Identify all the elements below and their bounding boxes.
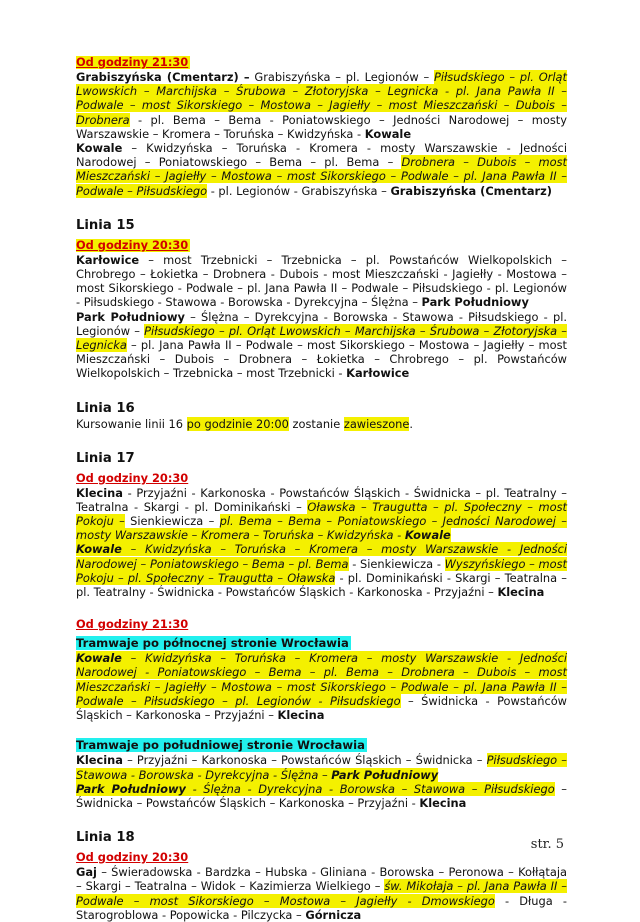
terminal-stop: Klecina [419, 795, 467, 810]
line-heading: Linia 15 [76, 217, 135, 233]
highlighted-segment: Oławska – Traugutta – pl. Społeczny – most Pokoju – [76, 499, 567, 529]
sub-block [76, 632, 567, 651]
highlighted-segment: zostanie [288, 416, 344, 431]
time-block [76, 234, 567, 253]
time-block [76, 846, 567, 865]
route-paragraph [76, 651, 567, 722]
line-block [76, 826, 567, 846]
route-paragraph [76, 486, 567, 543]
highlighted-segment: Kowale [76, 651, 122, 666]
route-paragraph [76, 782, 567, 810]
section-subheading: Tramwaje po północnej stronie Wrocławia [76, 636, 349, 651]
highlighted-segment: św. Mikołaja – pl. Jana Pawła II – Podwale – most Sikorskiego – Mostowa – Jagiełły - Dmowskiego [76, 879, 567, 908]
highlighted-segment: – Kwidzyńska – Toruńska – Kromera – mosty Warszawskie - Jedności Narodowej - Poniatowskiego – Bema – pl. Bema – Drobnera – Dubois – most Mieszczański – Jagiełły – Mostowa – most Sikorskiego – Podwale – pl. Jana Pawła II – Podwale – Piłsudskiego – pl. Legionów - Piłsudskiego [76, 651, 567, 708]
line-heading: Linia 16 [76, 400, 135, 416]
terminal-stop: Górnicza [305, 907, 362, 922]
highlighted-segment: - Ślężna - Dyrekcyjna - Borowska – Stawowa – Piłsudskiego [185, 781, 555, 796]
route-segment: – Świdnicka - Powstańców Śląskich – Karkonoska – Przyjaźni – [76, 693, 567, 723]
highlighted-segment: – Kwidzyńska – Toruńska – Kromera – mosty Warszawskie - Jedności Narodowej – Poniatowskiego – Bema – pl. Bema [76, 542, 567, 571]
time-heading: Od godziny 20:30 [76, 850, 189, 865]
time-block [76, 51, 567, 70]
highlighted-segment: Wyszyńskiego – most Pokoju – pl. Społeczny – Traugutta – Oławska [76, 556, 567, 585]
terminal-stop: Klecina [76, 485, 123, 500]
time-heading: Od godziny 21:30 [76, 55, 189, 69]
route-paragraph [76, 70, 567, 141]
highlighted-segment: Piłsudskiego – Stawowa - Borowska - Dyrekcyjna - Ślężna – [76, 753, 567, 782]
sub-block [76, 734, 567, 753]
route-paragraph [76, 542, 567, 599]
route-segment: - pl. Legionów - Grabiszyńska – [207, 183, 391, 198]
route-paragraph [76, 141, 567, 198]
highlighted-segment: Kowale [404, 528, 451, 543]
route-paragraph [76, 310, 567, 381]
line-heading: Linia 17 [76, 450, 135, 466]
page-number: str. 5 [530, 837, 564, 852]
highlighted-segment: Kowale [76, 542, 122, 557]
route-segment: - Sienkiewicza - [348, 556, 445, 571]
terminal-stop: Kowale [364, 126, 412, 141]
route-segment: – Ślężna – Dyrekcyjna - Borowska - Stawowa - Piłsudskiego - pl. Legionów – [76, 309, 568, 338]
route-segment: – pl. Jana Pawła II – Podwale – most Sikorskiego – Mostowa – Jagiełły – most Mieszczański – Dubois – Drobnera – Łokietka – Chrobrego – pl. Powstańców Wielkopolskich – Trzebnicka – most Trzebnicki - [76, 338, 567, 381]
terminal-stop: Gaj [76, 865, 97, 880]
document-page [76, 51, 567, 922]
highlighted-segment: Piłsudskiego – pl. Orląt Lwowskich – Marchijska – Śrubowa – Złotoryjska – Legnicka [76, 323, 567, 353]
highlighted-segment: po godzinie 20:00 [186, 416, 289, 431]
route-segment: – Kwidzyńska – Toruńska - Kromera - mosty Warszawskie - Jedności Narodowej – Poniatowskiego – Bema – pl. Bema – [76, 141, 567, 170]
route-segment: – Przyjaźni – Karkonoska – Powstańców Śląskich – Świdnicka – [122, 753, 487, 768]
highlighted-segment: Drobnera – Dubois – most Mieszczański – Jagiełły – Mostowa – most Sikorskiego – Podwale – pl. Jana Pawła II – Podwale – Piłsudskiego [76, 155, 567, 198]
terminal-stop: Klecina [76, 753, 123, 768]
route-segment: Sienkiewicza – [124, 514, 220, 529]
line-block [76, 447, 567, 467]
time-heading: Od godziny 20:30 [76, 470, 189, 485]
route-paragraph [76, 753, 567, 781]
route-segment: – Świdnicka – Powstańców Śląskich – Karkonoska – Przyjaźni - [76, 781, 567, 810]
time-block [76, 613, 567, 632]
notice-paragraph [76, 417, 567, 431]
route-segment: - pl. Bema – Bema - Poniatowskiego – Jedności Narodowej – mosty Warszawskie – Kromera – Toruńska – Kwidzyńska - [76, 112, 567, 141]
terminal-stop: Kowale [76, 141, 123, 156]
time-block [76, 467, 567, 486]
terminal-stop: Grabiszyńska (Cmentarz) [390, 183, 552, 198]
highlighted-segment: pl. Bema – Bema – Poniatowskiego – Jedności Narodowej – mosty Warszawskie – Kromera – Toruńska – Kwidzyńska - [76, 514, 567, 543]
line-heading: Linia 18 [76, 830, 135, 846]
route-paragraph [76, 253, 567, 310]
route-segment: - Długa - Starogroblowa - Popowicka - Pilczycka – [76, 893, 567, 922]
highlighted-segment: Piłsudskiego – pl. Orląt Lwowskich – Marchijska – Śrubowa – Złotoryjska – Legnicka - pl. Jana Pawła II – Podwale – most Sikorskiego – Mostowa – Jagiełły – most Mieszczański – Dubois – Drobnera [76, 70, 567, 127]
terminal-stop: Karłowice [76, 252, 140, 267]
route-segment: - pl. Dominikański - Skargi – Teatralna – pl. Teatralny - Świdnicka - Powstańców Śląskich - Karkonoska - Przyjaźni – [76, 570, 567, 600]
route-segment: – Świeradowska - Bardzka – Hubska - Gliniana - Borowska – Peronowa – Kołłątaja – Skargi – Teatralna – Widok – Kazimierza Wielkiego – [76, 865, 567, 894]
highlighted-segment: . [409, 416, 414, 431]
route-segment: – most Trzebnicki – Trzebnicka – pl. Powstańców Wielkopolskich – Chrobrego – Łokietka – Drobnera - Dubois - most Mieszczański - Jagiełły - Mostowa – most Sikorskiego - Podwale – pl. Jana Pawła II – Podwale – Piłsudskiego - pl. Legionów - Piłsudskiego - Stawowa - Borowska - Dyrekcyjna – Ślężna – [76, 252, 567, 310]
highlighted-segment: zawieszone [343, 416, 410, 431]
highlighted-segment: Park Południowy [331, 767, 439, 782]
line-block [76, 214, 567, 234]
terminal-stop: Park Południowy [76, 309, 185, 324]
terminal-stop: Park Południowy [421, 295, 529, 310]
time-heading: Od godziny 21:30 [76, 617, 189, 632]
route-segment: - Przyjaźni - Karkonoska - Powstańców Śląskich - Świdnicka – pl. Teatralny – Teatralna - Skargi - pl. Dominikański – [76, 485, 567, 514]
terminal-stop: Klecina [497, 585, 545, 600]
route-paragraph [76, 865, 567, 922]
highlighted-segment: Kursowanie linii 16 [76, 416, 187, 431]
highlighted-segment: Park Południowy [76, 781, 186, 796]
route-segment: Grabiszyńska – pl. Legionów – [249, 70, 434, 84]
line-block [76, 397, 567, 417]
terminal-stop: Karłowice [346, 366, 410, 381]
terminal-stop: Klecina [277, 708, 325, 723]
section-subheading: Tramwaje po południowej stronie Wrocławia [76, 738, 365, 753]
terminal-stop: Grabiszyńska (Cmentarz) – [76, 70, 250, 84]
time-heading: Od godziny 20:30 [76, 237, 189, 252]
